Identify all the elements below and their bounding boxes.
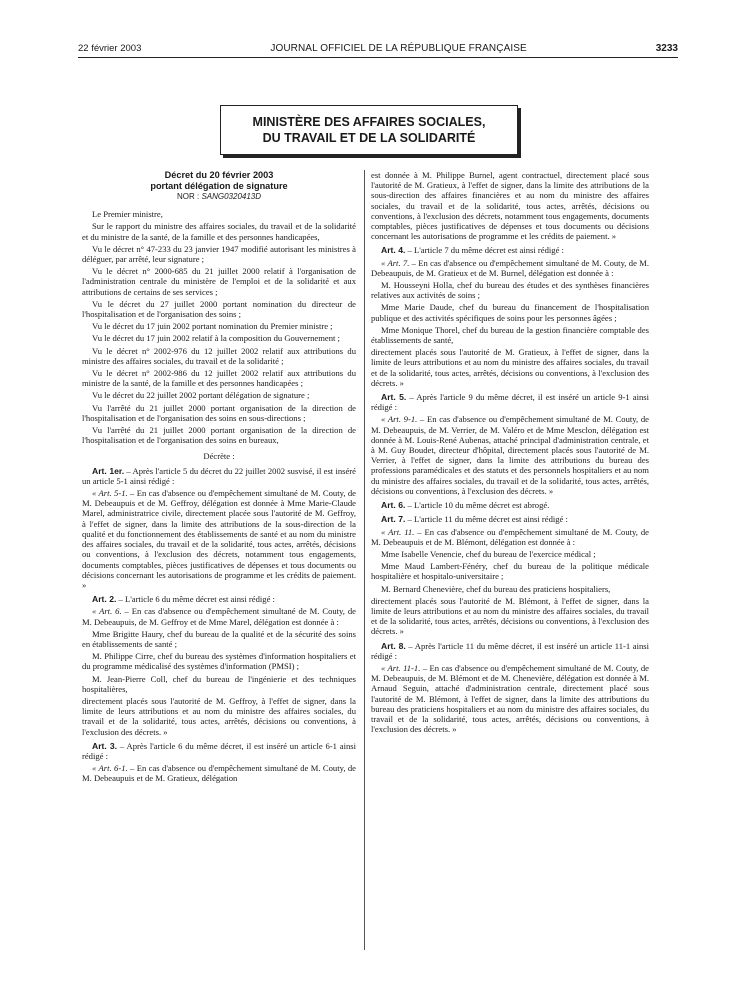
nor-reference [82, 192, 356, 202]
page-number: 3233 [655, 42, 678, 54]
paragraph: Vu l'arrêté du 21 juillet 2000 portant organisation de la direction de l'hospitalisation et de l'organisation des soins en bureaux, [82, 425, 356, 446]
article-label: Art. 2. [92, 594, 117, 605]
right-column [371, 170, 649, 736]
article-label: Art. 8. [381, 640, 406, 651]
nor-label: NOR : [176, 192, 200, 201]
article-text: – En cas d'absence ou d'empêchement simultané de M. Couty, de M. Debeaupuis, de M. Gratieux et de M. Burnel, délégation est donnée à : [371, 257, 649, 278]
article-11-1 [371, 663, 649, 734]
article-6 [82, 606, 356, 626]
paragraph: M. Jean-Pierre Coll, chef du bureau de l'ingénierie et des techniques hospitalières, [82, 673, 356, 694]
article-1 [82, 466, 356, 486]
paragraph: Vu le décret du 17 juin 2002 relatif à la composition du Gouvernement ; [92, 333, 340, 344]
article-label: Art. 3. [92, 740, 118, 751]
article-7 [371, 514, 649, 524]
article-text: – En cas d'absence ou d'empêchement simultané de M. Couty, de M. Debeaupuis et de M. Blémont, délégation est donnée à : [371, 526, 649, 547]
decree-title-line-2: portant délégation de signature [150, 180, 288, 191]
paragraph: est donnée à M. Philippe Burnel, agent contractuel, directement placé sous l'autorité de M. Gratieux, à l'effet de signer, dans la limite des attributions de la sous-direction des affaires financières et au nom du ministre des affaires sociales, du travail et de la solidarité, tous actes, arrêtés, décisions ou conventions, à l'exclusion des décrets, notamment tous engagements, documents comptables, pièces justificatives de dépenses et tous documents ou décisions concernant les autorisations de programme et les crédits de paiement. » [371, 170, 649, 242]
article-label: « Art. 7. [381, 257, 410, 268]
article-text: – Après l'article 6 du même décret, il est inséré un article 6-1 ainsi rédigé : [82, 740, 356, 761]
nor-code: SANG0320413D [201, 192, 262, 201]
paragraph: Le Premier ministre, [92, 209, 163, 220]
paragraph: Mme Maud Lambert-Fénéry, chef du bureau de la politique médicale hospitalière et hospitalo-universitaire ; [371, 561, 649, 582]
journal-title: JOURNAL OFFICIEL DE LA RÉPUBLIQUE FRANÇAISE [270, 42, 527, 54]
header-rule [78, 57, 678, 58]
paragraph: Sur le rapport du ministre des affaires sociales, du travail et de la solidarité et du ministre de la santé, de la famille et des personnes handicapées, [82, 221, 356, 242]
paragraph: Mme Isabelle Venencie, chef du bureau de l'exercice médical ; [381, 548, 596, 559]
decree-title-line-1: Décret du 20 février 2003 [164, 170, 274, 180]
paragraph: Vu le décret n° 2002-986 du 12 juillet 2002 relatif aux attributions du ministre de la santé, de la famille et des personnes handicapées ; [82, 368, 356, 389]
article-label: « Art. 9-1. [381, 414, 418, 425]
paragraph: M. Housseyni Holla, chef du bureau des études et des synthèses financières relatives aux activités de soins ; [371, 280, 649, 301]
paragraph: directement placés sous l'autorité de M. Blémont, à l'effet de signer, dans la limite de leurs attributions et au nom du ministre des affaires sociales, du travail et de la solidarité, tous actes, arrêtés, décisions ou conventions, à l'exclusion des décrets. » [371, 595, 649, 637]
article-8 [371, 641, 649, 661]
paragraph: Vu l'arrêté du 21 juillet 2000 portant organisation de la direction de l'hospitalisation et de l'organisation des soins en sous-directions ; [82, 402, 356, 423]
paragraph: Vu le décret n° 47-233 du 23 janvier 1947 modifié autorisant les ministres à déléguer, par arrêté, leur signature ; [82, 243, 356, 265]
paragraph: Vu le décret n° 2002-976 du 12 juillet 2002 relatif aux attributions du ministre des affaires sociales, du travail et de la solidarité ; [82, 345, 356, 366]
header-date: 22 février 2003 [78, 42, 142, 54]
paragraph: Mme Brigitte Haury, chef du bureau de la qualité et de la sécurité des soins en établissements de santé ; [82, 628, 356, 649]
article-label: « Art. 6. [92, 606, 122, 617]
article-label: Art. 5. [381, 392, 407, 403]
paragraph: Vu le décret n° 2000-685 du 21 juillet 2000 relatif à l'organisation de l'administration centrale du ministère de l'emploi et de la solidarité et aux attributions de certains de ses services ; [82, 266, 356, 297]
article-3 [82, 741, 356, 761]
paragraph: M. Philippe Cirre, chef du bureau des systèmes d'information hospitaliers et du programme médicalisé des systèmes d'information (PMSI) ; [82, 651, 356, 672]
ministry-box [220, 105, 518, 155]
article-6-abrogation [371, 500, 649, 510]
article-5-1 [82, 488, 356, 590]
article-text: – En cas d'absence ou d'empêchement simultané de M. Couty, de M. Debeaupuis, de M. Verrier, de M. Valéro et de Mme Mesclon, délégation est donnée à M. Louis-René Aubenas, attaché principal d'administration centrale, et à M. Guy Boudet, directeur d'hôpital, directement placés sous l'autorité de M. Verrier, à l'effet de signer, dans la limite des attributions du bureau des professions paramédicales et des statuts et des personnels hospitaliers et au nom du ministre des affaires sociales, du travail et de la solidarité, tous actes, arrêtés, décisions ou conventions, à l'exclusion des décrets. » [371, 414, 649, 496]
decree-title [82, 170, 356, 191]
article-2 [82, 594, 356, 604]
article-text: – L'article 10 du même décret est abrogé. [405, 500, 550, 511]
article-5 [371, 392, 649, 412]
article-text: – En cas d'absence ou d'empêchement simultané de M. Couty, de M. Debeaupuis et de M. Geffroy, délégation est donnée à Mme Marie-Claude Marel, administratrice civile, directement placée sous l'autorité de M. Geffroy, à l'effet de signer, dans la limite des attributions de la sous-direction de la qualité et du fonctionnement des établissements de santé et au nom du ministre des affaires sociales, du travail et de la solidarité, tous actes, arrêtés, décisions ou conventions, à l'exclusion des décrets, notamment tous engagements, documents comptables, pièces justificatives de dépenses et tous documents ou décisions concernant les autorisations de programme et les crédits de paiement. » [82, 488, 356, 590]
article-4 [371, 245, 649, 255]
paragraph: Vu le décret du 22 juillet 2002 portant délégation de signature ; [92, 390, 310, 401]
article-label: Art. 4. [381, 245, 406, 256]
paragraph: Mme Monique Thorel, chef du bureau de la gestion financière comptable des établissements de santé, [371, 324, 649, 346]
article-11 [371, 527, 649, 547]
paragraph: directement placés sous l'autorité de M. Geffroy, à l'effet de signer, dans la limite de leurs attributions et au nom du ministre des affaires sociales, du travail et de la solidarité, tous actes, arrêtés, décisions ou conventions, à l'exclusion des décrets. » [82, 695, 356, 737]
paragraph: M. Bernard Chenevière, chef du bureau des praticiens hospitaliers, [381, 583, 611, 594]
column-divider [364, 170, 365, 950]
article-9-1 [371, 414, 649, 496]
article-label: Art. 6. [381, 500, 406, 511]
left-column [82, 170, 356, 786]
paragraph: directement placés sous l'autorité de M. Gratieux, à l'effet de signer, dans la limite de leurs attributions et au nom du ministre des affaires sociales, du travail et de la solidarité, tous actes, arrêtés, décisions ou conventions, à l'exclusion des décrets. » [371, 347, 649, 388]
article-label: « Art. 6-1. [92, 763, 128, 774]
article-text: – En cas d'absence ou d'empêchement simultané de M. Couty, de M. Debeaupuis, de M. Blémont et de M. Chenevière, délégation est donnée à M. Arnaud Seguin, attaché d'administration centrale, directement placé sous l'autorité de M. Blémont, à l'effet de signer, dans la limite des attributions du bureau des praticiens hospitaliers et au nom du ministre des affaires sociales, du travail et de la solidarité, tous actes, arrêtés, décisions ou conventions, à l'exclusion des décrets. » [371, 662, 649, 735]
article-text: – Après l'article 9 du même décret, il est inséré un article 9-1 ainsi rédigé : [371, 392, 649, 413]
article-6-1 [82, 763, 356, 783]
article-text: – Après l'article 5 du décret du 22 juillet 2002 susvisé, il est inséré un article 5-1 ainsi rédigé : [82, 465, 356, 486]
ministry-line-2: DU TRAVAIL ET DE LA SOLIDARITÉ [262, 131, 476, 145]
article-7-quoted [371, 258, 649, 278]
page-header [78, 40, 678, 56]
article-text: – L'article 7 du même décret est ainsi rédigé : [405, 245, 564, 256]
article-label: « Art. 5-1. [92, 488, 128, 499]
paragraph: Mme Marie Daude, chef du bureau du financement de l'hospitalisation publique et des activités spécifiques de soins pour les personnes âgées ; [371, 302, 649, 323]
article-label: « Art. 11-1. [381, 662, 421, 673]
article-text: – En cas d'absence ou d'empêchement simultané de M. Couty, de M. Debeaupuis, de M. Geffroy et de Mme Marel, délégation est donnée à : [82, 606, 356, 627]
article-label: Art. 7. [381, 514, 406, 525]
paragraph: Vu le décret du 27 juillet 2000 portant nomination du directeur de l'hospitalisation et de l'organisation des soins ; [82, 298, 356, 320]
article-text: – En cas d'absence ou d'empêchement simultané de M. Couty, de M. Debeaupuis et de M. Gratieux, délégation [82, 763, 356, 784]
article-label: Art. 1er. [92, 465, 125, 476]
article-text: – L'article 11 du même décret est ainsi rédigé : [405, 514, 568, 525]
decrete-heading: Décrète : [203, 451, 235, 462]
ministry-line-1: MINISTÈRE DES AFFAIRES SOCIALES, [252, 115, 486, 129]
article-text: – L'article 6 du même décret est ainsi rédigé : [116, 594, 275, 605]
article-text: – Après l'article 11 du même décret, il est inséré un article 11-1 ainsi rédigé : [371, 640, 649, 661]
article-label: « Art. 11. [381, 526, 415, 537]
paragraph: Vu le décret du 17 juin 2002 portant nomination du Premier ministre ; [92, 321, 333, 332]
